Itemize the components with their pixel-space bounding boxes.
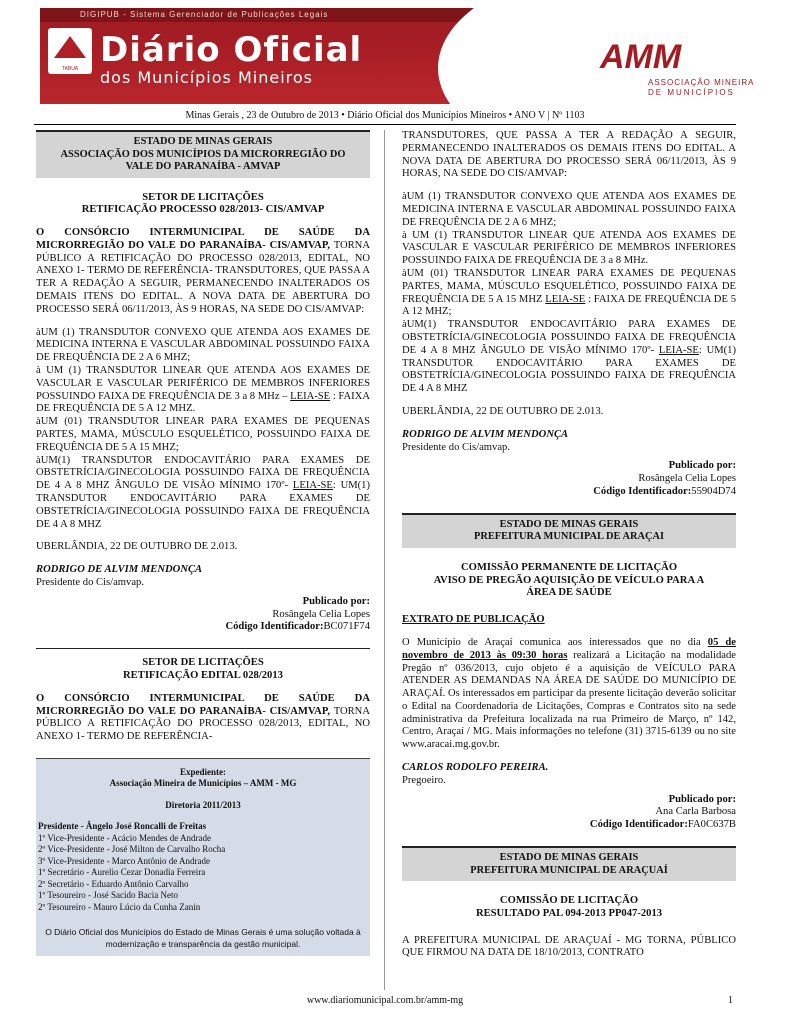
- paragraph: [402, 637, 736, 752]
- identifier-code: [402, 486, 736, 499]
- leia-se: LEIA-SE: [292, 480, 333, 492]
- signer-role: Pregoeiro.: [402, 774, 446, 786]
- right-column: [402, 130, 736, 960]
- box-line: ASSOCIAÇÃO DOS MUNICÍPIOS DA MICRORREGIÃO DO: [60, 148, 346, 160]
- paragraph: TRANSDUTORES, QUE PASSA A TER A REDAÇÃO A SEGUIR, PERMANECENDO INALTERADOS OS DEMAIS ITENS DO EDITAL. A NOVA DATA DE ABERTURA DO PROCESSO SERÁ 06/11/2013, ÀS 9 HORAS, NA SEDE DO CIS/AMVAP:: [402, 130, 736, 180]
- box-line: VALE DO PARANAÍBA - AMVAP: [125, 161, 281, 172]
- box-line: ESTADO DE MINAS GERAIS: [499, 518, 639, 530]
- paragraph: [36, 693, 370, 744]
- header-banner: [40, 8, 755, 104]
- seal-shape-icon: [54, 36, 86, 58]
- seal-text: TABUA: [61, 66, 79, 72]
- section-title: [36, 192, 370, 218]
- box-line: ESTADO DE MINAS GERAIS: [133, 136, 273, 147]
- expediente-footer: O Diário Oficial dos Municípios do Estado de Minas Gerais é uma solução voltada à modernização e transparência da gestão municipal.: [45, 927, 361, 949]
- title-line: COMISSÃO DE LICITAÇÃO: [499, 895, 639, 907]
- amm-logo-text: AMM: [600, 38, 682, 76]
- signer-name: RODRIGO DE ALVIM MENDONÇA: [402, 428, 569, 440]
- identifier-value: BC071F74: [323, 621, 370, 633]
- title-line: ÁREA DE SAÚDE: [526, 587, 612, 599]
- published-by-label: Publicado por:: [668, 793, 736, 805]
- footer-url: www.diariomunicipal.com.br/amm-mg: [306, 995, 464, 1006]
- box-line: PREFEITURA MUNICIPAL DE ARAÇUAÍ: [470, 864, 668, 876]
- title-line: RETIFICAÇÃO PROCESSO 028/2013- CIS/AMVAP: [81, 204, 325, 216]
- item-text: à UM (1) TRANSDUTOR LINEAR QUE ATENDA AOS EXAMES DE VASCULAR E VASCULAR PERIFÉRICO DE MEMBROS INFERIORES POSSUINDO FAIXA DE FREQUÊNCIA DE 3 a 8 MHz –: [36, 365, 370, 402]
- item-text: àUM(1) TRANSDUTOR ENDOCAVITÁRIO PARA EXAMES DE OBSTETRÍCIA/GINECOLOGIA POSSUINDO FAIXA DE FREQUÊNCIA DE 4 A 8 MHZ ÂNGULO DE VISÃO MÍNIMO 170º-: [402, 319, 736, 356]
- published-by-label: Publicado por:: [668, 460, 736, 472]
- intro-text: TORNA PÚBLICO A RETIFICAÇÃO DO PROCESSO 028/2013, EDITAL, NO ANEXO 1- TERMO DE REFERÊNCIA-: [36, 705, 370, 743]
- item-text: àUM(1) TRANSDUTOR ENDOCAVITÁRIO PARA EXAMES DE OBSTETRÍCIA/GINECOLOGIA POSSUINDO FAIXA DE FREQUÊNCIA DE 4 A 8 MHZ ÂNGULO DE VISÃO MÍNIMO 170º-: [36, 454, 370, 492]
- published-by-label: Publicado por:: [302, 595, 370, 607]
- item: [402, 319, 736, 396]
- expediente-president: Presidente - Ângelo José Roncalli de Freitas: [38, 821, 207, 832]
- published-by-name: Rosângela Celia Lopes: [272, 608, 370, 620]
- title-line: RETIFICAÇÃO EDITAL 028/2013: [123, 670, 283, 681]
- extrato-heading: EXTRATO DE PUBLICAÇÃO: [402, 614, 545, 626]
- leia-se: LEIA-SE: [545, 293, 586, 305]
- identifier-label: Código Identificador:: [589, 819, 688, 831]
- leia-se: LEIA-SE: [290, 390, 331, 402]
- leia-se: LEIA-SE: [658, 344, 699, 356]
- expediente-board: Diretoria 2011/2013: [165, 799, 241, 810]
- expediente-title: Expediente:: [180, 766, 226, 777]
- dateline: Minas Gerais , 23 de Outubro de 2013 • Diário Oficial dos Municípios Mineiros • ANO V | Nº 1103: [185, 110, 585, 121]
- header-rule: [34, 124, 736, 125]
- section-title: [402, 562, 736, 600]
- item-text: : UM(1) TRANSDUTOR ENDOCAVITÁRIO PARA EXAMES DE OBSTETRÍCIA/GINECOLOGIA POSSUINDO FAIXA DE FREQUÊNCIA DE 4 A 8 MHZ: [36, 480, 370, 530]
- published-by-name: Rosângela Celia Lopes: [638, 473, 736, 485]
- signer-role: Presidente do Cis/amvap.: [36, 577, 144, 589]
- para-text: O Município de Araçaí comunica aos interessados que no dia: [402, 636, 708, 648]
- title-line: SETOR DE LICITAÇÕES: [142, 191, 264, 203]
- identifier-code: [36, 621, 370, 634]
- item-text: : UM(1) TRANSDUTOR ENDOCAVITÁRIO PARA EXAMES DE OBSTETRÍCIA/GINECOLOGIA POSSUINDO FAIXA DE FREQUÊNCIA DE 4 A 8 MHZ: [402, 344, 736, 395]
- item: àUM (1) TRANSDUTOR CONVEXO QUE ATENDA AOS EXAMES DE MEDICINA INTERNA E VASCULAR ABDOMINAL POSSUINDO FAIXA DE FREQUÊNCIA DE 2 A 6 MHZ;: [402, 191, 736, 228]
- state-seal-logo: [48, 28, 92, 74]
- amm-logo: [600, 38, 755, 108]
- published-by-name: Ana Carla Barbosa: [655, 806, 736, 818]
- box-line: ESTADO DE MINAS GERAIS: [499, 852, 639, 864]
- title-line: RESULTADO PAL 094-2013 PP047-2013: [475, 907, 663, 919]
- item: [36, 455, 370, 532]
- expediente-line: 2º Secretário - Eduardo Antônio Carvalho: [38, 878, 189, 889]
- title-line: SETOR DE LICITAÇÕES: [142, 657, 264, 669]
- paragraph: [36, 227, 370, 317]
- signer-name: RODRIGO DE ALVIM MENDONÇA: [36, 564, 203, 576]
- page-subtitle: dos Municípios Mineiros: [100, 68, 313, 87]
- section-header-aracai: [402, 513, 736, 548]
- expediente-box: [36, 758, 370, 957]
- page-number: 1: [728, 995, 733, 1006]
- section-header-aracuai: [402, 846, 736, 881]
- identifier-value: 55904D74: [691, 485, 736, 497]
- item: à UM (1) TRANSDUTOR LINEAR QUE ATENDA AOS EXAMES DE VASCULAR E VASCULAR PERIFÉRICO DE MEMBROS INFERIORES POSSUINDO FAIXA DE FREQUÊNCIA DE 3 a 8 MHz.: [402, 229, 736, 267]
- intro-text: TORNA PÚBLICO A RETIFICAÇÃO DO PROCESSO 028/2013, EDITAL, NO ANEXO 1- TERMO DE REFERÊNCIA- TRANSDUTORES, QUE PASSA A TER A REDAÇÃO A SEGUIR, PERMANECENDO INALTERADOS OS DEMAIS ITENS DO EDITAL. A NOVA DATA DE ABERTURA DO PROCESSO SERÁ 06/11/2013, ÀS 9 HORAS, NA SEDE DO CIS/AMVAP:: [36, 239, 370, 315]
- date-line: UBERLÂNDIA, 22 DE OUTUBRO DE 2.013.: [402, 405, 604, 417]
- expediente-line: 2º Tesoureiro - Mauro Lúcio da Cunha Zanin: [38, 901, 201, 912]
- identifier-label: Código Identificador:: [225, 621, 324, 633]
- expediente-line: 3º Vice-Presidente - Marco Antônio de Andrade: [38, 855, 211, 866]
- amm-logo-sub1: ASSOCIAÇÃO MINEIRA: [648, 78, 755, 87]
- signer-role: Presidente do Cis/amvap.: [402, 441, 510, 453]
- intro-bold: O CONSÓRCIO INTERMUNICIPAL DE SAÚDE DA MICRORREGIÃO DO VALE DO PARANAÍBA- CIS/AMVAP,: [36, 692, 370, 717]
- paragraph: A PREFEITURA MUNICIPAL DE ARAÇUAÍ - MG TORNA, PÚBLICO QUE FIRMOU NA DATA DE 18/10/2013, CONTRATO: [402, 934, 736, 959]
- item: [36, 365, 370, 416]
- para-text: realizará a Licitação na modalidade Pregão nº 036/2013, cujo objeto é a aquisição de VEÍCULO PARA ATENDER AS DEMANDAS NA ÁREA DE SAÚDE DO MUNICÍPIO DE ARAÇAÍ. Os interessados em participar da presente licitação deverão solicitar o Edital na Coordenadoria de Licitações, Compras e Contratos sito na sede administrativa da Prefeitura localizada na rua Primeiro de Março, nº 142, Centro, Araçaí / MG. Mais informações no telefone (31) 3715-6139 ou no site www.aracai.mg.gov.br.: [402, 649, 736, 751]
- item-text: : FAIXA DE FREQUÊNCIA DE 5 A 12 MHZ;: [402, 293, 736, 318]
- column-separator: [384, 130, 385, 990]
- identifier-value: FA0C637B: [687, 819, 736, 831]
- item-text: àUM (01) TRANSDUTOR LINEAR PARA EXAMES DE PEQUENAS PARTES, MAMA, MÚSCULO ESQUELÉTICO, POSSUINDO FAIXA DE FREQUÊNCIA DE 5 A 15 MHZ: [402, 267, 736, 305]
- date-line: UBERLÂNDIA, 22 DE OUTUBRO DE 2.013.: [36, 541, 238, 553]
- expediente-line: 1º Tesoureiro - José Sacido Bacia Neto: [38, 890, 178, 901]
- section-title: [36, 648, 370, 683]
- title-line: AVISO DE PREGÃO AQUISIÇÃO DE VEÍCULO PARA A: [433, 574, 705, 586]
- intro-bold: O CONSÓRCIO INTERMUNICIPAL DE SAÚDE DA MICRORREGIÃO DO VALE DO PARANAÍBA- CIS/AMVAP,: [36, 227, 370, 251]
- title-line: COMISSÃO PERMANENTE DE LICITAÇÃO: [460, 561, 678, 573]
- banner-top-strip: DIGIPUB - Sistema Gerenciador de Publicações Legais: [40, 8, 738, 22]
- item-text: : FAIXA DE FREQUÊNCIA DE 5 A 12 MHZ.: [36, 390, 370, 415]
- expediente-line: 1º Vice-Presidente - Acácio Mendes de Andrade: [38, 832, 212, 843]
- item: àUM (1) TRANSDUTOR CONVEXO QUE ATENDA AOS EXAMES DE MEDICINA INTERNA E VASCULAR ABDOMINAL POSSUINDO FAIXA DE FREQUÊNCIA DE 2 A 6 MHZ;: [36, 326, 370, 364]
- identifier-label: Código Identificador:: [593, 485, 692, 497]
- signer-name: CARLOS RODOLFO PEREIRA.: [402, 762, 549, 774]
- expediente-line: 1º Secretário - Aurelio Cezar Donadia Ferreira: [38, 867, 206, 878]
- page-title: Diário Oficial: [100, 30, 363, 70]
- amm-logo-sub2: DE MUNICÍPIOS: [648, 88, 735, 97]
- box-line: PREFEITURA MUNICIPAL DE ARAÇAI: [473, 531, 665, 543]
- para-date: 05 de novembro de 2013 às 09:30 horas: [402, 636, 736, 661]
- item: àUM (01) TRANSDUTOR LINEAR PARA EXAMES DE PEQUENAS PARTES, MAMA, MÚSCULO ESQUELÉTICO, POSSUINDO FAIXA DE FREQUÊNCIA DE 5 A 15 MHZ;: [36, 416, 370, 453]
- section-title: [402, 895, 736, 921]
- section-header-amvap: [36, 130, 370, 178]
- item: [402, 268, 736, 319]
- expediente-org: Associação Mineira de Municípios – AMM - MG: [109, 778, 297, 789]
- expediente-line: 2º Vice-Presidente - José Milton de Carvalho Rocha: [38, 844, 226, 855]
- identifier-code: [402, 819, 736, 832]
- left-column: [36, 130, 370, 956]
